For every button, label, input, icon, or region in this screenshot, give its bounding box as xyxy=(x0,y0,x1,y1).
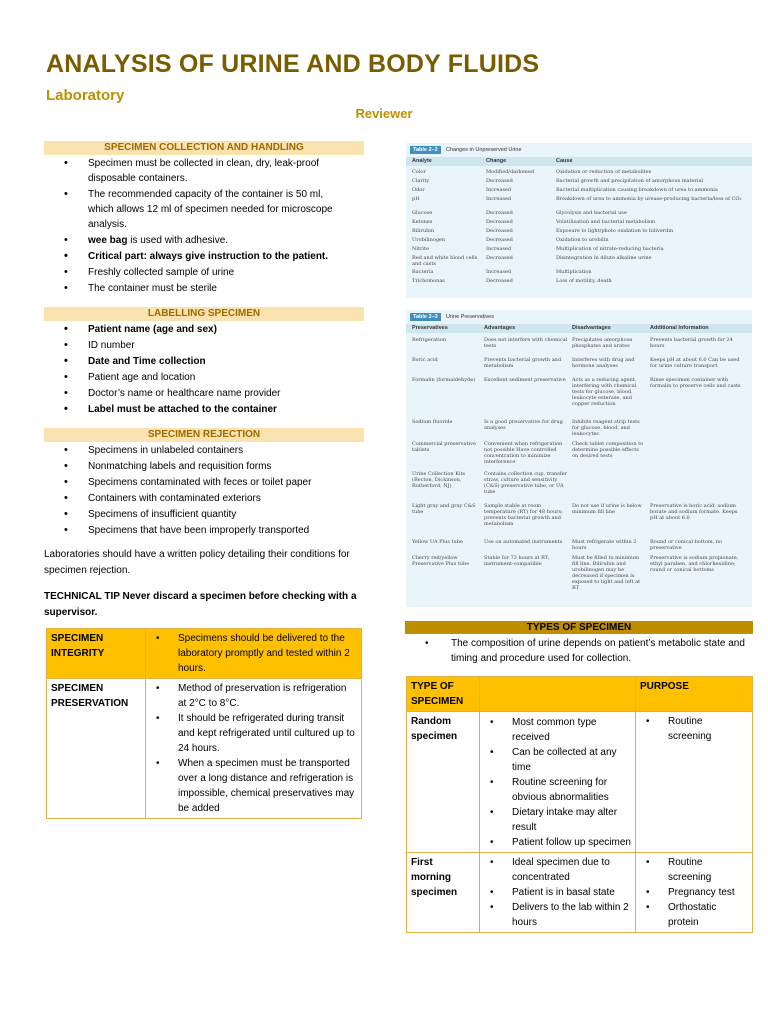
column-header xyxy=(480,677,636,712)
list-item: • ID number xyxy=(44,338,364,353)
table-cell: Ketones xyxy=(412,219,433,225)
rejection-policy: Laboratories should have a written policy detailing their conditions for specimen rejection. xyxy=(44,549,350,576)
list-item: • Specimens of insufficient quantity xyxy=(44,507,364,522)
column-header: Change xyxy=(486,158,507,164)
list-item: • Pregnancy test xyxy=(640,885,748,900)
row-content xyxy=(146,629,362,679)
table-cell: Multiplication xyxy=(556,269,592,275)
table-cell: Does not interfere with chemical tests xyxy=(484,337,568,349)
table-cell: Decreased xyxy=(486,178,513,184)
list-item: • Label must be attached to the container xyxy=(44,402,364,417)
table-cell: Modified/darkened xyxy=(486,169,535,175)
table-cell: Bacteria xyxy=(412,269,434,275)
specimen-notes xyxy=(480,853,636,933)
table-cell: Increased xyxy=(486,196,512,202)
table-cell: Exposure to light/photo oxidation to biliverdin xyxy=(556,228,674,234)
table-cell: Odor xyxy=(412,187,425,193)
table-cell: Disintegration in dilute alkaline urine xyxy=(556,255,652,261)
table-2-2-header xyxy=(406,157,752,166)
table-cell: Increased xyxy=(486,187,512,193)
table-cell: Nitrite xyxy=(412,246,429,252)
collection-heading: SPECIMEN COLLECTION AND HANDLING xyxy=(44,141,364,155)
table-cell: Red and white blood cells and casts xyxy=(412,255,478,267)
specimen-type: Random specimen xyxy=(407,712,480,853)
row-heading: SPECIMEN INTEGRITY xyxy=(47,629,146,679)
table-cell: Prevents bacterial growth and metabolism xyxy=(484,357,562,369)
labelling-heading: LABELLING SPECIMEN xyxy=(44,307,364,321)
column-header: Advantages xyxy=(484,325,516,331)
table-cell: Rinse specimen container with formalin to preserve cells and casts xyxy=(650,377,741,389)
table-cell: Bacterial growth and precipitation of amorphous material xyxy=(556,178,704,184)
list-item: • Patient follow up specimen xyxy=(484,835,631,850)
table-cell: Trichomonas xyxy=(412,278,445,284)
list-item: • Date and Time collection xyxy=(44,354,364,369)
table-cell: Yellow UA Plus tube xyxy=(412,539,463,545)
table-cell: Refrigeration xyxy=(412,337,446,343)
types-intro xyxy=(405,636,755,666)
specimen-purpose xyxy=(636,853,753,933)
column-header: PURPOSE xyxy=(636,677,753,712)
table-row xyxy=(407,677,753,712)
table-cell: Clarity xyxy=(412,178,430,184)
list-item: • Specimens that have been improperly transported xyxy=(44,523,364,538)
technical-tip: TECHNICAL TIP Never discard a specimen before checking with a supervisor. xyxy=(44,591,357,618)
list-item: • Critical part: always give instruction to the patient. xyxy=(44,249,344,264)
table-cell: Loss of motility, death xyxy=(556,278,612,284)
bullet: • xyxy=(425,638,429,649)
table-cell: Decreased xyxy=(486,237,513,243)
list-item: • Ideal specimen due to concentrated xyxy=(484,855,631,885)
table-cell: Interferes with drug and hormone analyses xyxy=(572,357,635,369)
table-cell: Formalin (formaldehyde) xyxy=(412,377,476,383)
table-2-2-caption: Changes in Unpreserved Urine xyxy=(446,147,522,153)
table-cell: Check tablet composition to determine possible effects on desired tests xyxy=(572,441,644,459)
list-item: • When a specimen must be transported over a long distance and refrigeration is impossible, chemical preservatives may be added xyxy=(150,756,357,816)
table-cell: Contains collection cup, transfer straw, culture and sensitivity (C&S) preservative tube, or UA tube xyxy=(484,471,567,495)
wee-bag-rest: is used with adhesive. xyxy=(127,235,229,246)
table-cell: Glycolysis and bacterial use xyxy=(556,210,627,216)
table-row xyxy=(407,853,753,933)
list-item: • The container must be sterile xyxy=(44,281,344,296)
table-cell: Boric acid xyxy=(412,357,438,363)
table-cell: Prevents bacterial growth for 24 hours xyxy=(650,337,733,349)
table-row xyxy=(47,679,362,819)
column-header: Cause xyxy=(556,158,573,164)
reviewer-label: Reviewer xyxy=(355,106,413,121)
list-item: • Patient is in basal state xyxy=(484,885,631,900)
wee-bag-term: wee bag xyxy=(88,235,128,246)
table-cell: Color xyxy=(412,169,426,175)
integrity-table xyxy=(46,628,362,819)
table-cell: Convenient when refrigeration not possible Have controlled concentration to minimize interference xyxy=(484,441,563,465)
table-cell: Decreased xyxy=(486,219,513,225)
table-cell: Inhibits reagent strip tests for glucose, blood, and leukocytes xyxy=(572,419,640,437)
page-title: ANALYSIS OF URINE AND BODY FLUIDS xyxy=(46,50,540,78)
table-cell: Decreased xyxy=(486,228,513,234)
list-item: • Patient age and location xyxy=(44,370,364,385)
list-item: • The recommended capacity of the container is 50 ml, which allows 12 ml of specimen needed for microscope analysis. xyxy=(44,187,344,232)
table-cell: Cherry red/yellow Preservative Plus tube xyxy=(412,555,470,567)
table-cell: Glucose xyxy=(412,210,433,216)
list-item: • Freshly collected sample of urine xyxy=(44,265,344,280)
table-cell: Decreased xyxy=(486,255,513,261)
rejection-heading: SPECIMEN REJECTION xyxy=(44,428,364,442)
table-cell: Commercial preservative tablets xyxy=(412,441,476,453)
table-cell: Multiplication of nitrate-reducing bacteria xyxy=(556,246,664,252)
table-cell: Sodium fluoride xyxy=(412,419,453,425)
page-subtitle: Laboratory xyxy=(46,87,125,104)
row-content xyxy=(146,679,362,819)
list-item: • Patient name (age and sex) xyxy=(44,322,364,337)
rejection-list xyxy=(44,443,364,539)
list-item: • Routine screening for obvious abnormalities xyxy=(484,775,631,805)
types-heading: TYPES OF SPECIMEN xyxy=(405,621,753,634)
list-item: • Routine screening xyxy=(640,714,748,744)
table-cell: Excellent sediment preservative xyxy=(484,377,566,383)
list-item: • Specimens should be delivered to the laboratory promptly and tested within 2 hours. xyxy=(150,631,357,676)
list-item: • Method of preservation is refrigeration at 2°C to 8°C. xyxy=(150,681,357,711)
table-cell: Decreased xyxy=(486,210,513,216)
table-cell: Increased xyxy=(486,269,512,275)
table-cell: Precipitates amorphous phosphates and urates xyxy=(572,337,633,349)
table-cell: Stable for 72 hours at RT; instrument-compatible xyxy=(484,555,550,567)
table-cell: Preservative is boric acid, sodium borate and sodium formate. Keeps pH at about 6.0 xyxy=(650,503,738,521)
table-2-3 xyxy=(406,310,752,607)
types-intro-text: The composition of urine depends on patient’s metabolic state and timing and procedure used for collection. xyxy=(451,638,745,664)
table-2-3-caption: Urine Preservatives xyxy=(446,314,494,320)
table-cell: Increased xyxy=(486,246,512,252)
table-cell: Oxidation to urobilin xyxy=(556,237,609,243)
table-cell: Preservative is sodium propionate, ethyl paraben, and chlorhexidine; round or conical bottoms xyxy=(650,555,739,573)
list-item: • Specimens in unlabeled containers xyxy=(44,443,364,458)
list-item: • Orthostatic protein xyxy=(640,900,748,930)
row-heading: SPECIMEN PRESERVATION xyxy=(47,679,146,819)
list-item xyxy=(44,233,344,248)
table-row xyxy=(407,712,753,853)
table-cell: Bacterial multiplication causing breakdown of urea to ammonia xyxy=(556,187,718,193)
table-cell: Light gray and gray C&S tube xyxy=(412,503,476,515)
table-cell: Use on automated instruments xyxy=(484,539,563,545)
table-2-2-label: Table 2–2 xyxy=(410,146,441,154)
list-item: • Routine screening xyxy=(640,855,748,885)
specimen-type: First morning specimen xyxy=(407,853,480,933)
table-row xyxy=(47,629,362,679)
collection-list xyxy=(44,156,344,297)
types-table xyxy=(406,676,753,933)
table-cell: Do not use if urine is below minimum fill line xyxy=(572,503,642,515)
table-cell: Acts as a reducing agent, interfering with chemical tests for glucose, blood, leukocyte esterase, and copper reduction xyxy=(572,377,637,407)
table-cell: Is a good preservative for drug analyses xyxy=(484,419,563,431)
column-header: TYPE OF SPECIMEN xyxy=(407,677,480,712)
column-header: Additional Information xyxy=(650,325,709,331)
list-item: • Doctor’s name or healthcare name provider xyxy=(44,386,364,401)
table-cell: Oxidation or reduction of metabolites xyxy=(556,169,652,175)
table-cell: pH xyxy=(412,196,420,202)
specimen-notes xyxy=(480,712,636,853)
table-cell: Sample stable at room temperature (RT) for 48 hours; prevents bacterial growth and metabolism xyxy=(484,503,563,527)
column-header: Disadvantages xyxy=(572,325,611,331)
table-cell: Must refrigerate within 2 hours xyxy=(572,539,637,551)
table-cell: Decreased xyxy=(486,278,513,284)
list-item: • Delivers to the lab within 2 hours xyxy=(484,900,631,930)
list-item: • Nonmatching labels and requisition forms xyxy=(44,459,364,474)
table-cell: Urobilinogen xyxy=(412,237,446,243)
list-item: • Most common type received xyxy=(484,715,631,745)
list-item: • Containers with contaminated exteriors xyxy=(44,491,364,506)
list-item: • Specimen must be collected in clean, dry, leak-proof disposable containers. xyxy=(44,156,344,186)
table-cell: Must be filled to minimum fill line. Bilirubin and urobilinogen may be decreased if specimen is exposed to light and left at RT xyxy=(572,555,641,591)
table-cell: Keeps pH at about 6.0 Can be used for urine culture transport xyxy=(650,357,740,369)
specimen-purpose xyxy=(636,712,753,853)
table-cell: Urine Collection Kits (Becton, Dickinson, Rutherford, NJ) xyxy=(412,471,466,489)
table-cell: Round or conical bottom, no preservative xyxy=(650,539,722,551)
column-header: Preservatives xyxy=(412,325,448,331)
table-cell: Breakdown of urea to ammonia by urease-producing bacteria/loss of CO₂ xyxy=(556,196,742,202)
table-2-2 xyxy=(406,143,752,298)
table-cell: Bilirubin xyxy=(412,228,435,234)
table-cell: Volatilization and bacterial metabolism xyxy=(556,219,656,225)
column-header: Analyte xyxy=(412,158,432,164)
list-item: • Specimens contaminated with feces or toilet paper xyxy=(44,475,364,490)
list-item: • Dietary intake may alter result xyxy=(484,805,631,835)
labelling-list xyxy=(44,322,364,418)
table-2-3-label: Table 2–3 xyxy=(410,313,441,321)
list-item: • It should be refrigerated during transit and kept refrigerated until cultured up to 24 hours. xyxy=(150,711,357,756)
list-item: • Can be collected at any time xyxy=(484,745,631,775)
